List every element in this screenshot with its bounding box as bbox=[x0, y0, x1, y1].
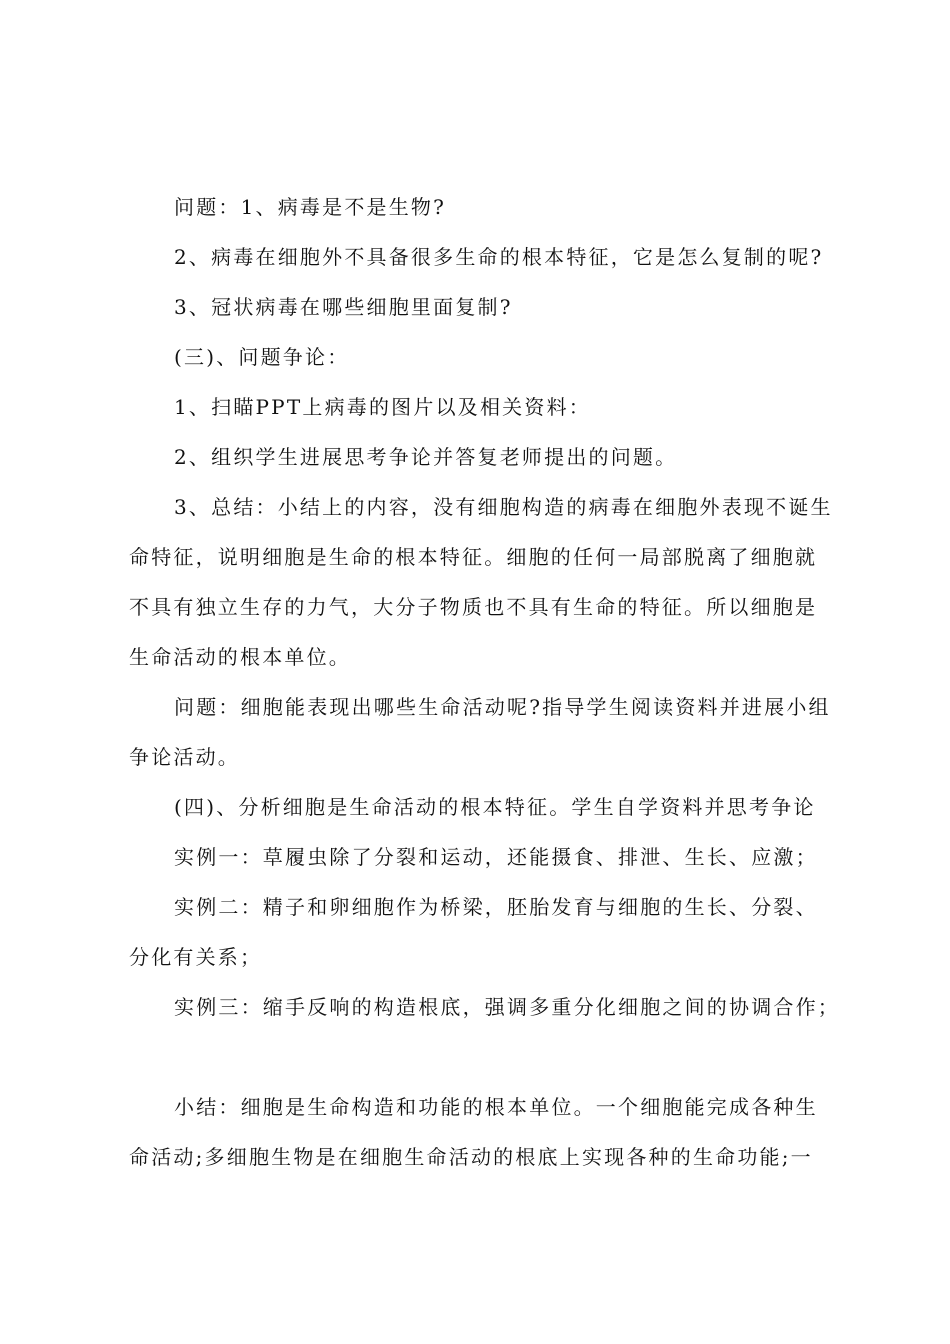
summary-paragraph-line-2: 命特征，说明细胞是生命的根本特征。细胞的任何一局部脱离了细胞就 bbox=[129, 545, 818, 569]
summary-paragraph-line-3: 不具有独立生存的力气，大分子物质也不具有生命的特征。所以细胞是 bbox=[129, 595, 818, 619]
question-paragraph-line-1: 问题：细胞能表现出哪些生命活动呢?指导学生阅读资料并进展小组 bbox=[174, 695, 831, 719]
conclusion-line-2: 命活动;多细胞生物是在细胞生命活动的根底上实现各种的生命功能;一 bbox=[129, 1145, 813, 1169]
conclusion-line-1: 小结：细胞是生命构造和功能的根本单位。一个细胞能完成各种生 bbox=[174, 1095, 818, 1119]
question-line-2: 2、病毒在细胞外不具备很多生命的根本特征，它是怎么复制的呢? bbox=[174, 245, 824, 269]
step-line-1: 1、扫瞄PPT上病毒的图片以及相关资料： bbox=[174, 395, 591, 419]
section-heading-three: (三)、问题争论： bbox=[174, 345, 350, 369]
example-line-3: 实例三：缩手反响的构造根底，强调多重分化细胞之间的协调合作； bbox=[174, 995, 840, 1019]
section-heading-four: (四)、分析细胞是生命活动的根本特征。学生自学资料并思考争论 bbox=[174, 795, 816, 819]
question-line-3: 3、冠状病毒在哪些细胞里面复制? bbox=[174, 295, 513, 319]
example-line-1: 实例一：草履虫除了分裂和运动，还能摄食、排泄、生长、应激； bbox=[174, 845, 818, 869]
question-line-1: 问题：1、病毒是不是生物? bbox=[174, 195, 447, 219]
example-line-2: 实例二：精子和卵细胞作为桥梁，胚胎发育与细胞的生长、分裂、 bbox=[174, 895, 818, 919]
question-paragraph-line-2: 争论活动。 bbox=[129, 745, 240, 769]
summary-paragraph-line-4: 生命活动的根本单位。 bbox=[129, 645, 351, 669]
summary-paragraph-line-1: 3、总结：小结上的内容，没有细胞构造的病毒在细胞外表现不诞生 bbox=[174, 495, 833, 519]
step-line-2: 2、组织学生进展思考争论并答复老师提出的问题。 bbox=[174, 445, 678, 469]
example-line-2-continued: 分化有关系； bbox=[129, 945, 263, 969]
